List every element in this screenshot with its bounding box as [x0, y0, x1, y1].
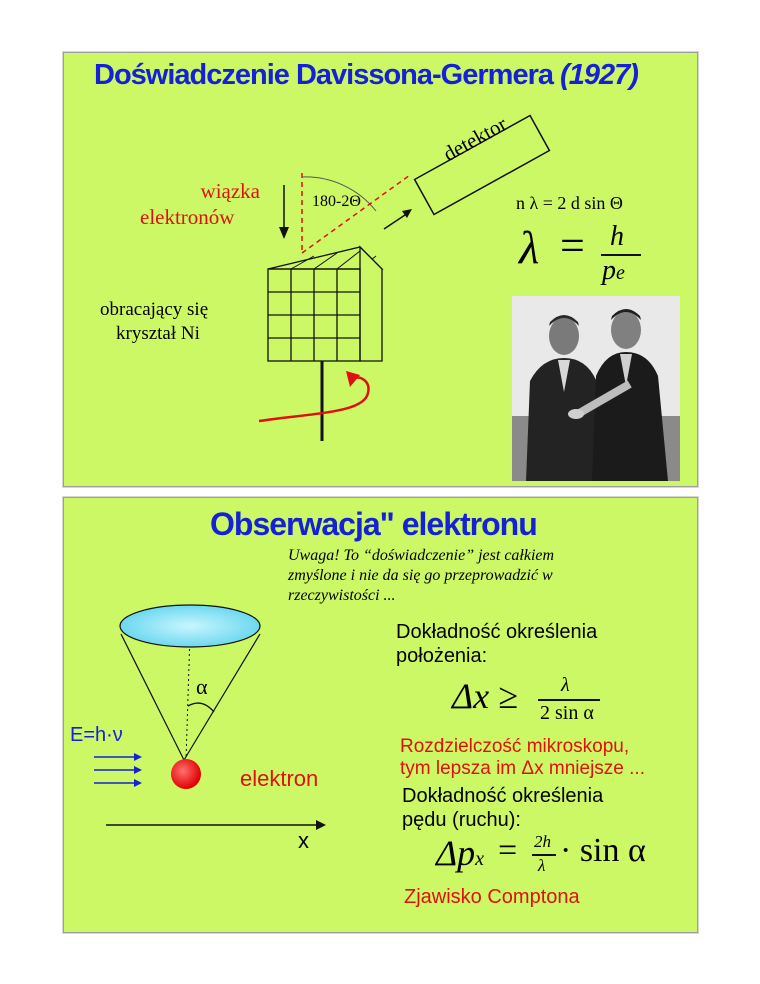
lens-ellipse [120, 605, 260, 647]
position-formula-bar [538, 699, 600, 701]
equals-sign: = [560, 221, 585, 270]
momentum-dp: Δp [436, 833, 476, 873]
compton-label: Zjawisko Comptona [404, 886, 580, 908]
resolution-note [400, 736, 645, 780]
momentum-formula-right: · sin α [560, 832, 646, 869]
slide-davisson-germer [63, 52, 698, 487]
alpha-label: α [196, 674, 208, 699]
fraction-denominator [602, 255, 625, 287]
reflected-beam [302, 175, 410, 253]
photon-arrows [94, 757, 136, 783]
detector-label: detektor [439, 111, 511, 166]
crystal-grid [268, 269, 360, 361]
beam-label-line2: elektronów [140, 205, 235, 229]
photon-energy-label: E=h·ν [70, 724, 123, 746]
davisson-germer-photo [512, 296, 680, 481]
position-precision-line1: Dokładność określenia [396, 621, 598, 643]
note-line2: zmyślone i nie da się go przeprowadzić w [288, 567, 553, 584]
title-text: Doświadczenie Davissona-Germera [94, 59, 553, 91]
slide-electron-observation [63, 497, 698, 933]
slide2-title: Obserwacja" elektronu [210, 506, 537, 542]
bragg-formula: n λ = 2 d sin Θ [516, 193, 623, 213]
crystal-side [360, 247, 382, 361]
fraction-numerator: h [610, 221, 624, 252]
lambda-symbol: λ [519, 222, 540, 274]
electron-label: elektron [240, 766, 319, 791]
cone-axis [186, 634, 190, 760]
momentum-formula-left [436, 832, 484, 874]
position-formula-left: Δx ≥ [452, 676, 518, 716]
title-year: (1927) [560, 59, 638, 91]
denominator-p: p [602, 255, 616, 286]
momentum-sub: x [475, 848, 485, 870]
momentum-precision-line1: Dokładność określenia [402, 785, 604, 807]
position-precision [396, 620, 597, 668]
crystal-label-line2: kryształ Ni [116, 323, 200, 344]
x-axis-arrowhead [316, 820, 326, 830]
position-formula-denominator: 2 sin α [540, 702, 594, 724]
position-precision-line2: położenia: [396, 645, 488, 667]
rotation-arrowhead [346, 371, 360, 387]
momentum-precision-line2: pędu (ruchu): [402, 809, 521, 831]
resolution-line1: Rozdzielczość mikroskopu, [400, 736, 630, 757]
note-line3: rzeczywistości ... [288, 587, 396, 604]
crystal-label-line1: obracający się [100, 299, 209, 320]
momentum-precision [402, 784, 603, 832]
alpha-arc [188, 703, 214, 712]
momentum-denominator: λ [538, 856, 546, 875]
momentum-equals: = [498, 832, 518, 869]
resolution-line2: tym lepsza im Δx mniejsze ... [400, 758, 645, 779]
note-line1: Uwaga! To “doświadczenie” jest całkiem [288, 547, 555, 564]
cone-left [121, 634, 184, 760]
electron-dot [171, 759, 201, 789]
beam-label-line1: wiązka [200, 179, 260, 203]
beam-arrowhead [279, 227, 289, 239]
denominator-sub: e [616, 262, 625, 284]
x-axis-label: x [298, 828, 309, 853]
angle-label: 180-2Θ [312, 193, 361, 210]
reflect-arrow [384, 213, 408, 229]
position-formula-numerator: λ [561, 674, 570, 696]
momentum-numerator: 2h [534, 832, 551, 851]
